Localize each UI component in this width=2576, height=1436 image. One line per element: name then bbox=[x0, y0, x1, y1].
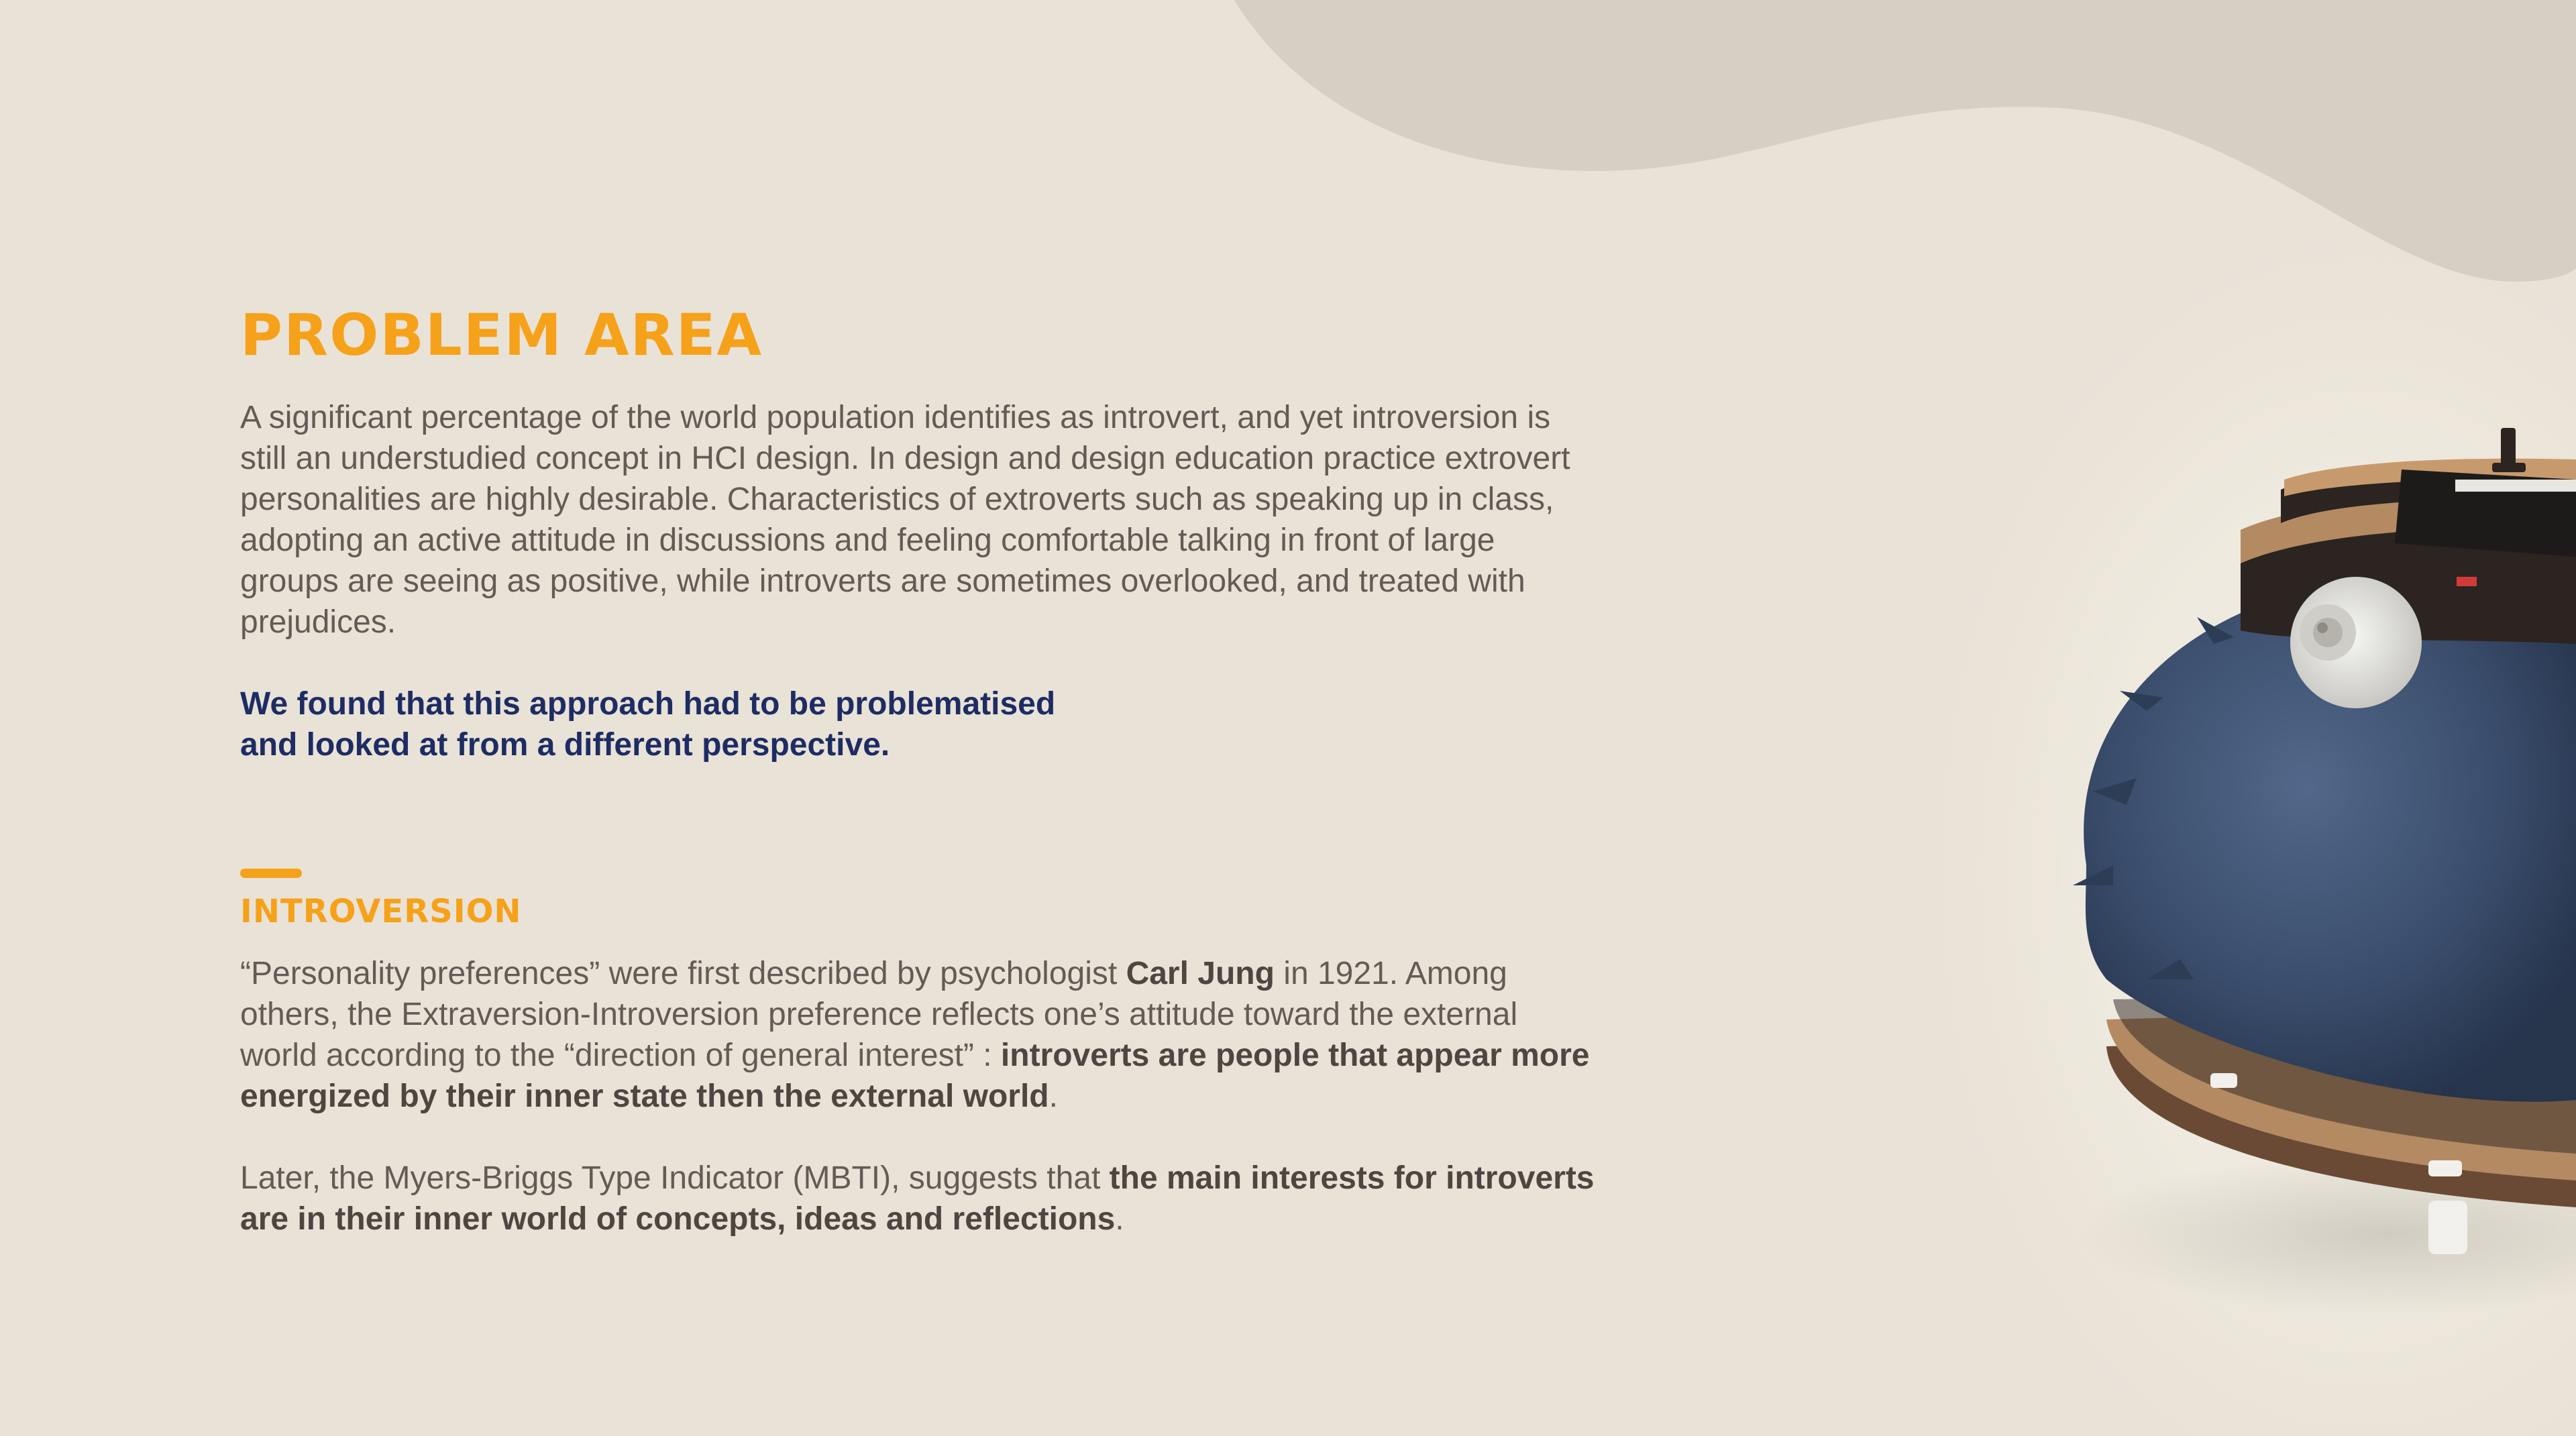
introversion-paragraph-1 bbox=[240, 953, 1595, 1117]
content-column bbox=[240, 302, 1595, 1239]
para1-period: . bbox=[1049, 1079, 1058, 1114]
introvert-definition-bold: introverts are people that appear more energized by their inner state then the external world bbox=[240, 1038, 1590, 1114]
problem-area-highlight bbox=[240, 683, 1179, 765]
mbti-interests-bold: the main interests for introverts are in their inner world of concepts, ideas and reflections bbox=[240, 1160, 1595, 1237]
carl-jung-bold: Carl Jung bbox=[1126, 956, 1275, 991]
introversion-paragraph-2 bbox=[240, 1158, 1595, 1239]
para2-text-1: Later, the Myers-Briggs Type Indicator (MBTI), suggests that bbox=[240, 1160, 1110, 1196]
highlight-line-1: We found that this approach had to be problematised bbox=[240, 686, 1056, 722]
para1-text-2: in 1921. Among others, the Extraversion-Introversion preference reflects one’s attitude toward the external world according to the “direction of general interest” : bbox=[240, 956, 1518, 1073]
highlight-line-2: and looked at from a different perspective. bbox=[240, 727, 890, 763]
para2-period: . bbox=[1115, 1201, 1124, 1237]
furry-robot-photo bbox=[1711, 288, 2576, 1436]
problem-area-title: PROBLEM AREA bbox=[240, 302, 763, 369]
problem-area-body: A significant percentage of the world population identifies as introvert, and yet introversion is still an understudied concept in HCI design. In design and design education practice extrovert personalities are highly desirable. Characteristics of extroverts such as speaking up in class, adopting an active attitude in discussions and feeling comfortable talking in front of large groups are seeing as positive, while introverts are sometimes overlooked, and treated with prejudices. bbox=[240, 400, 1570, 640]
para1-text-1: “Personality preferences” were first described by psychologist bbox=[240, 956, 1126, 991]
introversion-title: INTROVERSION bbox=[240, 893, 522, 930]
section-divider bbox=[240, 869, 302, 878]
